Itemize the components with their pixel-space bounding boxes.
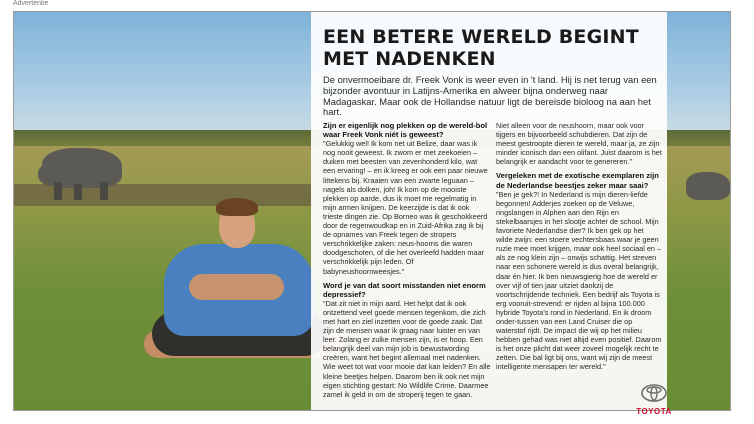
article-headline: EEN BETERE WERELD BEGINT MET NADENKEN [323, 26, 639, 70]
interview-answer-2: "Dat zit niet in mijn aard. Het helpt dat ik ook ontzettend veel goede mensen tegenkom, die zich met hart en ziel inzetten voor de goede zaak. Dat zijn de mensen waar ik graag naar luister en van leer. Zolang er zulke mensen zijn, is er hoop. Een belangrijk deel van mijn job is bewustwording creëren, want het begint allemaal met nadenken. Wie weet tot wat voor mooie dat kan leiden? En alle kleine beetjes helpen. Daarom ben ik ook net mijn eigen stichting gestart: No Wildlife Crime. Daarmee zamel ik geld in om de stroperij tegen te gaan. [323, 298, 491, 399]
article-column-right [496, 121, 662, 372]
interview-answer-2-continued: Niet alleen voor de neushoorn, maar ook voor tijgers en bijvoorbeeld schubdieren. Dat zijn de meest gestroopte dieren te wereld, maar ja, ze zijn minder iconisch dan een olifant. Juist daarom is het belangrijk er aandacht voor te genereren." [496, 121, 662, 167]
interview-question-1: Zijn er eigenlijk nog plekken op de wereld-bol waar Freek Vonk niét is geweest? [323, 121, 488, 140]
interview-question-2: Word je van dat soort misstanden niet enorm depressief? [323, 280, 486, 299]
advertorial-frame [13, 11, 731, 416]
article-panel [311, 12, 667, 410]
article-intro: De onvermoeibare dr. Freek Vonk is weer even in 't land. Hij is net terug van een bijzonder avontuur in Latijns-Amerika en alweer bijna onderweg naar Madagaskar. Maar ook de Hollandse natuur ligt de bereisde bioloog na aan het hart. [323, 74, 657, 118]
toyota-brand [631, 384, 677, 416]
advertisement-label: Advertentie [13, 0, 49, 7]
article-column-left [323, 121, 491, 399]
interview-question-3: Vergeleken met de exotische exemplaren zijn de Nederlandse beestjes zeker maar saai? [496, 171, 659, 190]
interview-answer-1: "Gelukkig wel! Ik kom net uit Belize, daar was ik nog nooit geweest. Ik zwom er met zeekoeien – duiken met beesten van zevenhonderd kilo, wat een ervaring! – en ik kreeg er ook een paar nieuwe littekens bij. Kraaien van een zwarte leguaan – nagels als dolken, joh! Ik kom op de mooiste plekken op aarde, dus ik moet me regelmatig in mijn armen knijpen. De keerzijde is dat ik ook trieste dingen zie. Op Borneo was ik geschokkeerd door de regenwoudkap en in Zuid-Afrika zag ik bij de opnames van Freek tegen de stropers verschrikkelijke zaken: neus-hoorns die waren doodgeschoten, of die het overleefd hadden maar verschrikkelijk pijn leden. Of babyneushoornweesjes." [323, 139, 488, 276]
interview-answer-3: "Ben je gek?! In Nederland is mijn dieren-liefde begonnen! Adderjes zoeken op de Veluwe, ringslangen in Alphen aan den Rijn en stekelbaarsjes in het slootje achter de school. Mijn favoriete Nederlandse dier? Ik ben gek op het wilde zwijn: een stoere vechtersbaas waar je geen ruzie mee moet krijgen, maar ook heel sociaal en – als ze nog klein zijn – onwijs schattig. Het streven naar een schonere wereld is dus overal belangrijk, daar én hier. Ik ben nieuwsgierig hoe de wereld er over vijf of tien jaar uitziet dankzij de voortschrijdende techniek. Een bedrijf als Toyota is erg vooruit-strevend: er rijden al bijna 100.000 hybride Toyota's rond in Nederland. En ik droom onder-tussen van een Land Cruiser die op waterstof rijdt. De impact die wij op het milieu hebben gehad was niet altijd even positief. Daarom is het onze plicht dat weer zoveel mogelijk recht te zetten. Die bal ligt bij ons, want wij zijn de meest intelligente mensapen ter wereld." [496, 189, 662, 372]
toyota-wordmark: TOYOTA [636, 407, 672, 416]
toyota-logo-icon [641, 384, 667, 402]
